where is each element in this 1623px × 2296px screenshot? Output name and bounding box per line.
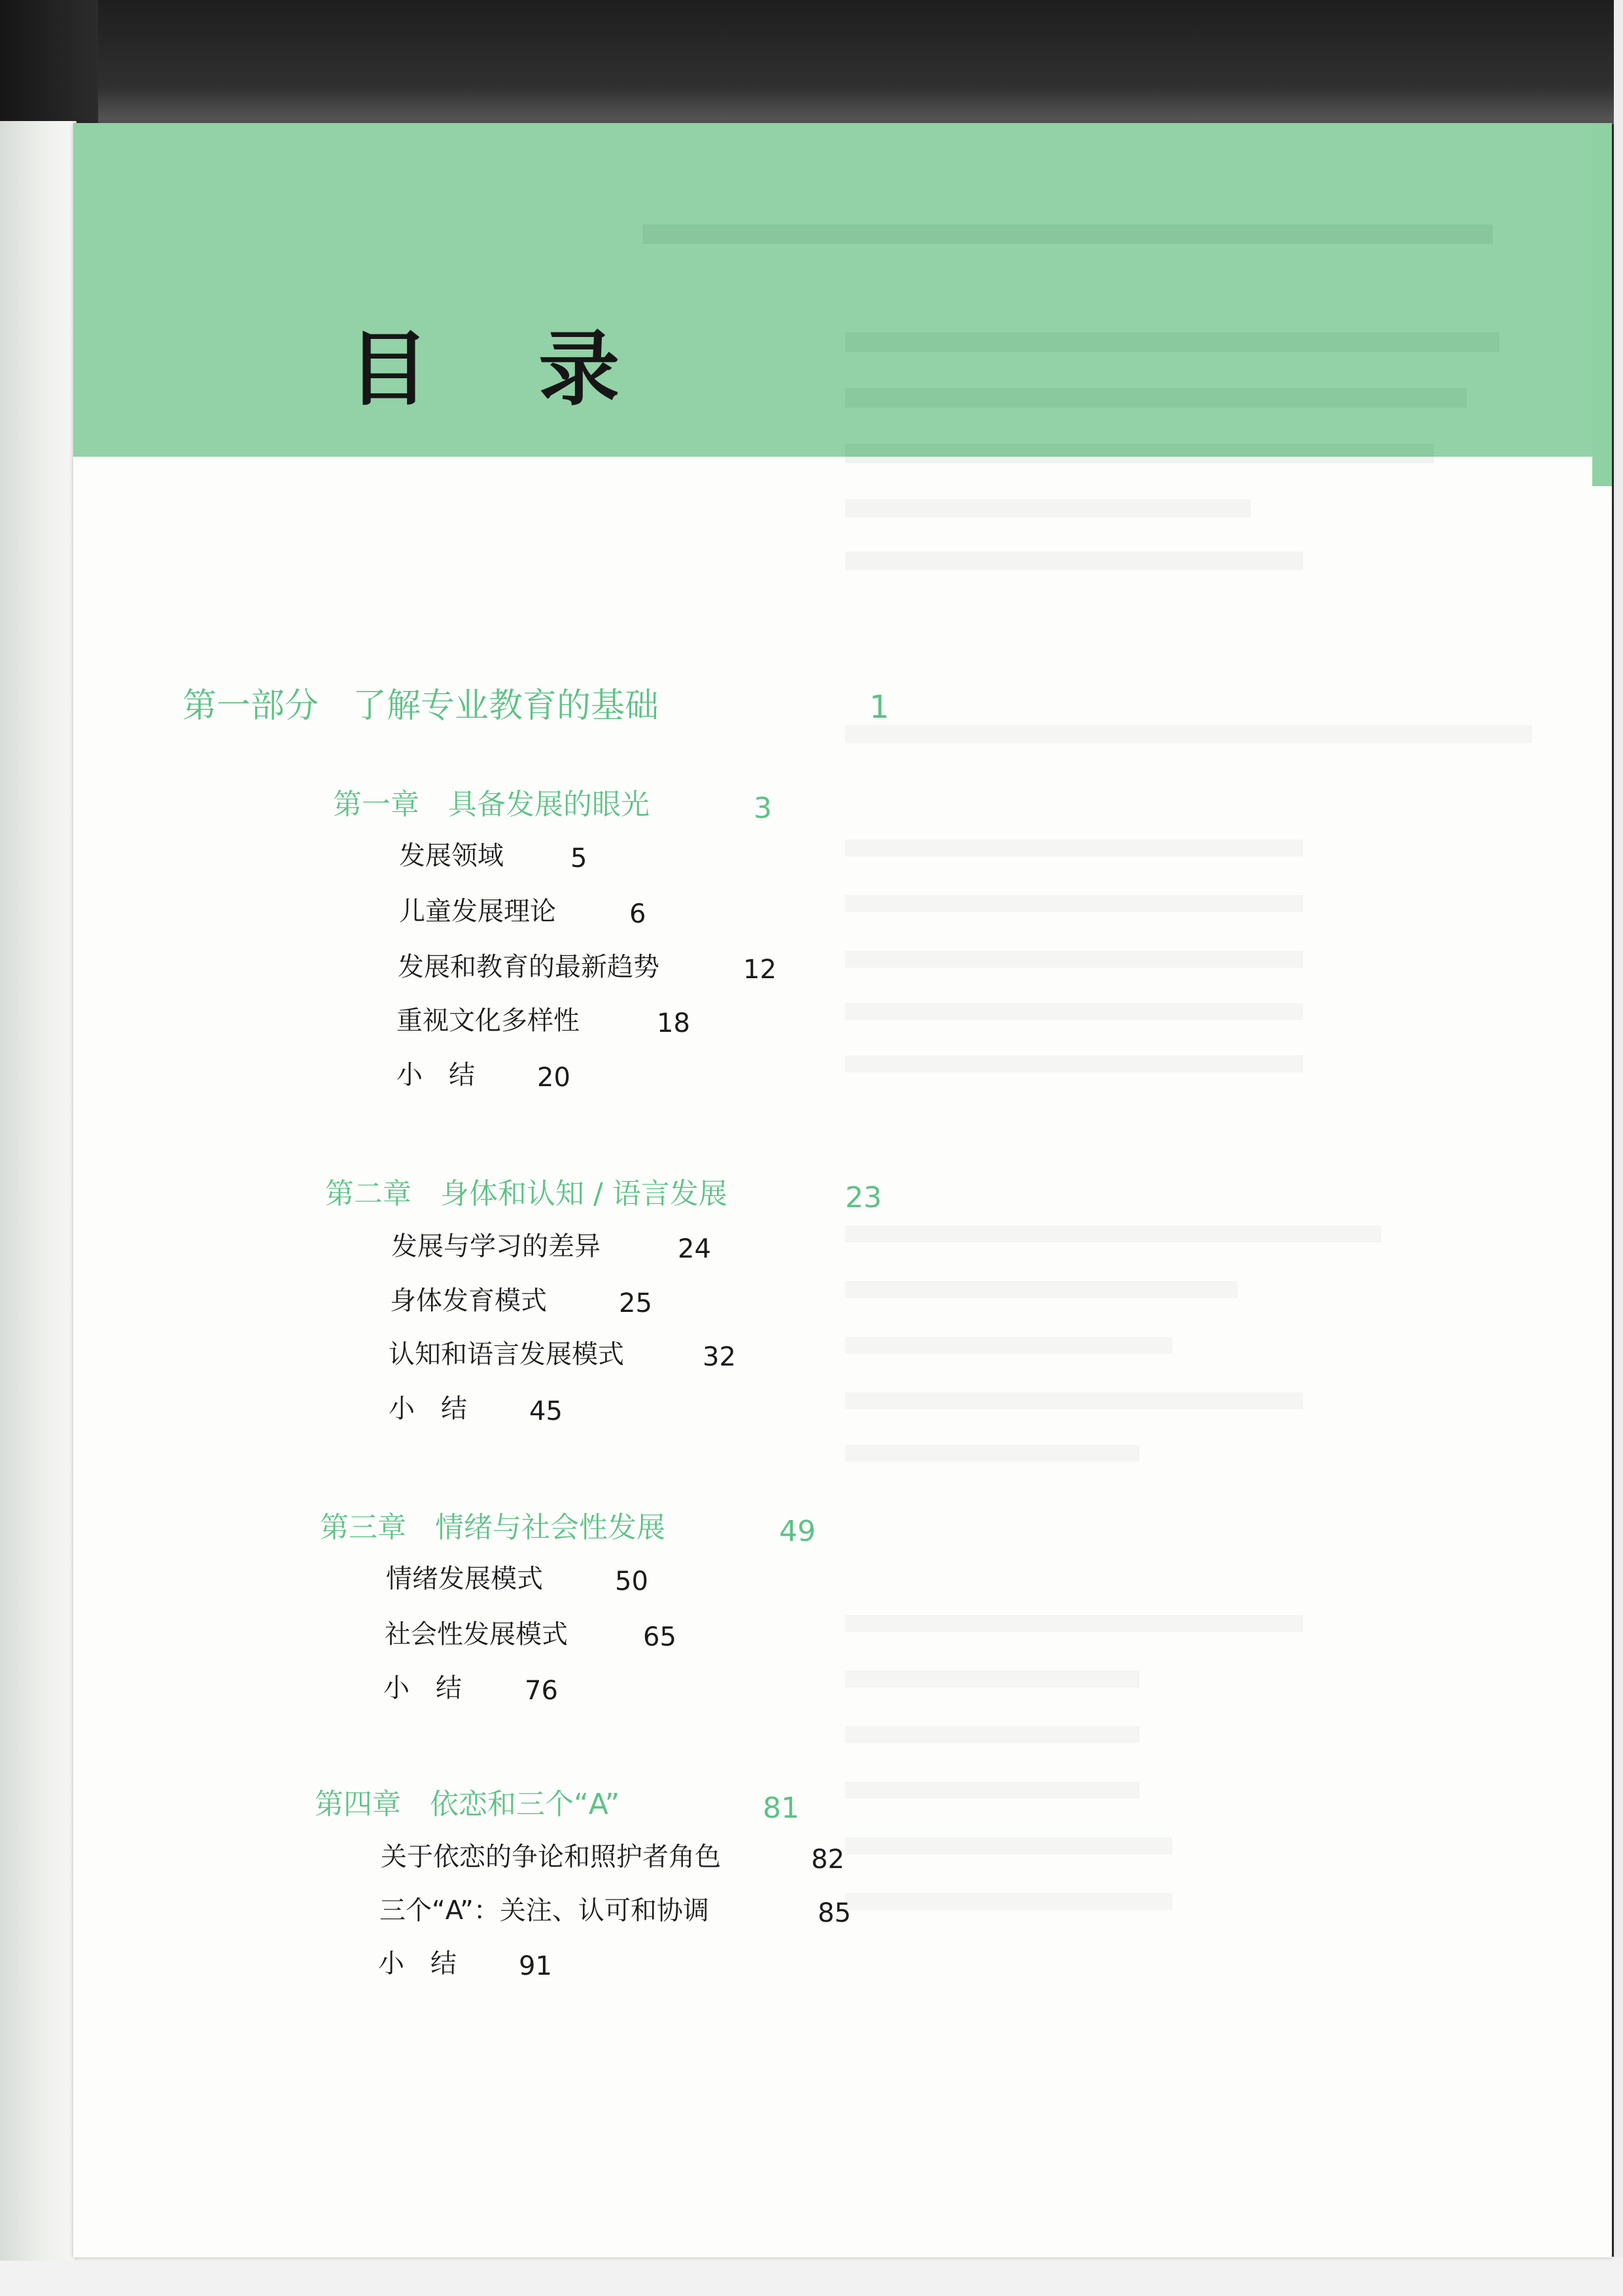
bleed-through-ghost (845, 332, 1499, 352)
toc-section-page: 20 (537, 1063, 570, 1093)
bleed-through-ghost (845, 1226, 1382, 1243)
toc-section-label: 三个“A”：关注、认可和协调 (379, 1896, 709, 1926)
toc-section-label: 小 结 (389, 1394, 467, 1424)
toc-section-page: 32 (703, 1342, 736, 1372)
bleed-through-ghost (845, 499, 1251, 518)
toc-section-page: 18 (657, 1008, 690, 1038)
toc-section-label: 发展和教育的最新趋势 (398, 952, 659, 982)
toc-section-label: 小 结 (378, 1949, 457, 1979)
toc-section-label: 社会性发展模式 (385, 1619, 568, 1650)
toc-section-label: 儿童发展理论 (399, 896, 556, 927)
toc-section-page: 45 (529, 1396, 563, 1426)
toc-section-label: 认知和语言发展模式 (389, 1339, 624, 1369)
bleed-through-ghost (845, 1782, 1140, 1799)
toc-section-page: 5 (570, 843, 587, 874)
toc-chapter-label: 第三章 情绪与社会性发展 (320, 1511, 665, 1544)
toc-chapter-label: 第二章 身体和认知 / 语言发展 (325, 1177, 727, 1210)
toc-section[interactable] (399, 896, 646, 929)
toc-section[interactable] (386, 1564, 648, 1597)
toc-chapter-page: 81 (763, 1792, 799, 1825)
toc-page (73, 123, 1612, 2257)
page-spine-edge (0, 121, 77, 2261)
toc-section[interactable] (383, 1673, 558, 1706)
toc-chapter-page: 49 (779, 1515, 816, 1548)
toc-section[interactable] (396, 1060, 570, 1093)
toc-chapter-page: 3 (754, 792, 772, 825)
bleed-through-ghost (845, 1837, 1172, 1854)
bleed-through-ghost (845, 1670, 1140, 1687)
toc-section-page: 91 (519, 1951, 552, 1981)
toc-chapter[interactable] (315, 1788, 799, 1825)
toc-section-label: 小 结 (396, 1060, 475, 1090)
bleed-through-ghost (845, 895, 1303, 912)
bleed-through-ghost (845, 388, 1467, 408)
toc-section-page: 50 (615, 1566, 648, 1597)
toc-chapter[interactable] (325, 1177, 882, 1214)
toc-section-label: 情绪发展模式 (386, 1564, 543, 1594)
toc-section[interactable] (385, 1619, 676, 1652)
toc-chapter-page: 23 (845, 1181, 882, 1214)
toc-section-page: 82 (811, 1845, 845, 1875)
bleed-through-ghost (845, 1726, 1140, 1743)
bleed-through-ghost (845, 725, 1532, 743)
bleed-through-ghost (845, 1337, 1172, 1354)
toc-section-page: 24 (678, 1234, 711, 1264)
toc-section[interactable] (398, 952, 777, 985)
scanner-background-right (1614, 0, 1623, 2296)
toc-section[interactable] (389, 1339, 736, 1372)
toc-section-page: 6 (629, 899, 646, 929)
bleed-through-ghost (845, 444, 1434, 463)
page-title: 目 录 (348, 322, 661, 417)
scanner-background-bottom (0, 2257, 1623, 2296)
toc-section-label: 重视文化多样性 (396, 1006, 580, 1036)
toc-chapter[interactable] (320, 1511, 816, 1548)
toc-part-page: 1 (869, 689, 890, 726)
bleed-through-ghost (845, 1055, 1303, 1072)
toc-chapter[interactable] (333, 788, 772, 825)
toc-section-label: 发展领域 (399, 841, 504, 871)
toc-section[interactable] (378, 1949, 552, 1981)
toc-section-page: 12 (743, 955, 777, 985)
toc-chapter-label: 第四章 依恋和三个“A” (315, 1788, 620, 1821)
toc-part[interactable] (183, 686, 890, 726)
title-band-edge (1592, 123, 1612, 486)
bleed-through-ghost (845, 1392, 1303, 1409)
toc-section-label: 关于依恋的争论和照护者角色 (381, 1842, 721, 1872)
toc-section[interactable] (396, 1006, 690, 1038)
toc-section[interactable] (390, 1286, 652, 1318)
bleed-through-ghost (845, 1281, 1238, 1298)
bleed-through-ghost (845, 951, 1303, 968)
toc-section-page: 76 (525, 1676, 558, 1706)
toc-section[interactable] (381, 1842, 845, 1875)
bleed-through-ghost (845, 552, 1303, 570)
bleed-through-ghost (642, 224, 1493, 244)
toc-section[interactable] (399, 841, 587, 874)
scanner-background-top (0, 0, 1623, 124)
toc-section-label: 身体发育模式 (390, 1286, 547, 1316)
toc-section[interactable] (391, 1231, 711, 1264)
bleed-through-ghost (845, 1615, 1303, 1632)
toc-section-label: 发展与学习的差异 (391, 1231, 601, 1262)
toc-section[interactable] (389, 1394, 563, 1426)
toc-section-label: 小 结 (383, 1673, 462, 1703)
toc-section-page: 25 (619, 1288, 652, 1318)
toc-section-page: 65 (643, 1622, 676, 1652)
toc-section-page: 85 (818, 1898, 851, 1928)
bleed-through-ghost (845, 839, 1303, 857)
bleed-through-ghost (845, 1893, 1172, 1910)
toc-part-label: 第一部分 了解专业教育的基础 (183, 686, 659, 726)
bleed-through-ghost (845, 1445, 1140, 1462)
toc-section[interactable] (379, 1896, 851, 1928)
toc-chapter-label: 第一章 具备发展的眼光 (333, 788, 650, 821)
bleed-through-ghost (845, 1003, 1303, 1020)
